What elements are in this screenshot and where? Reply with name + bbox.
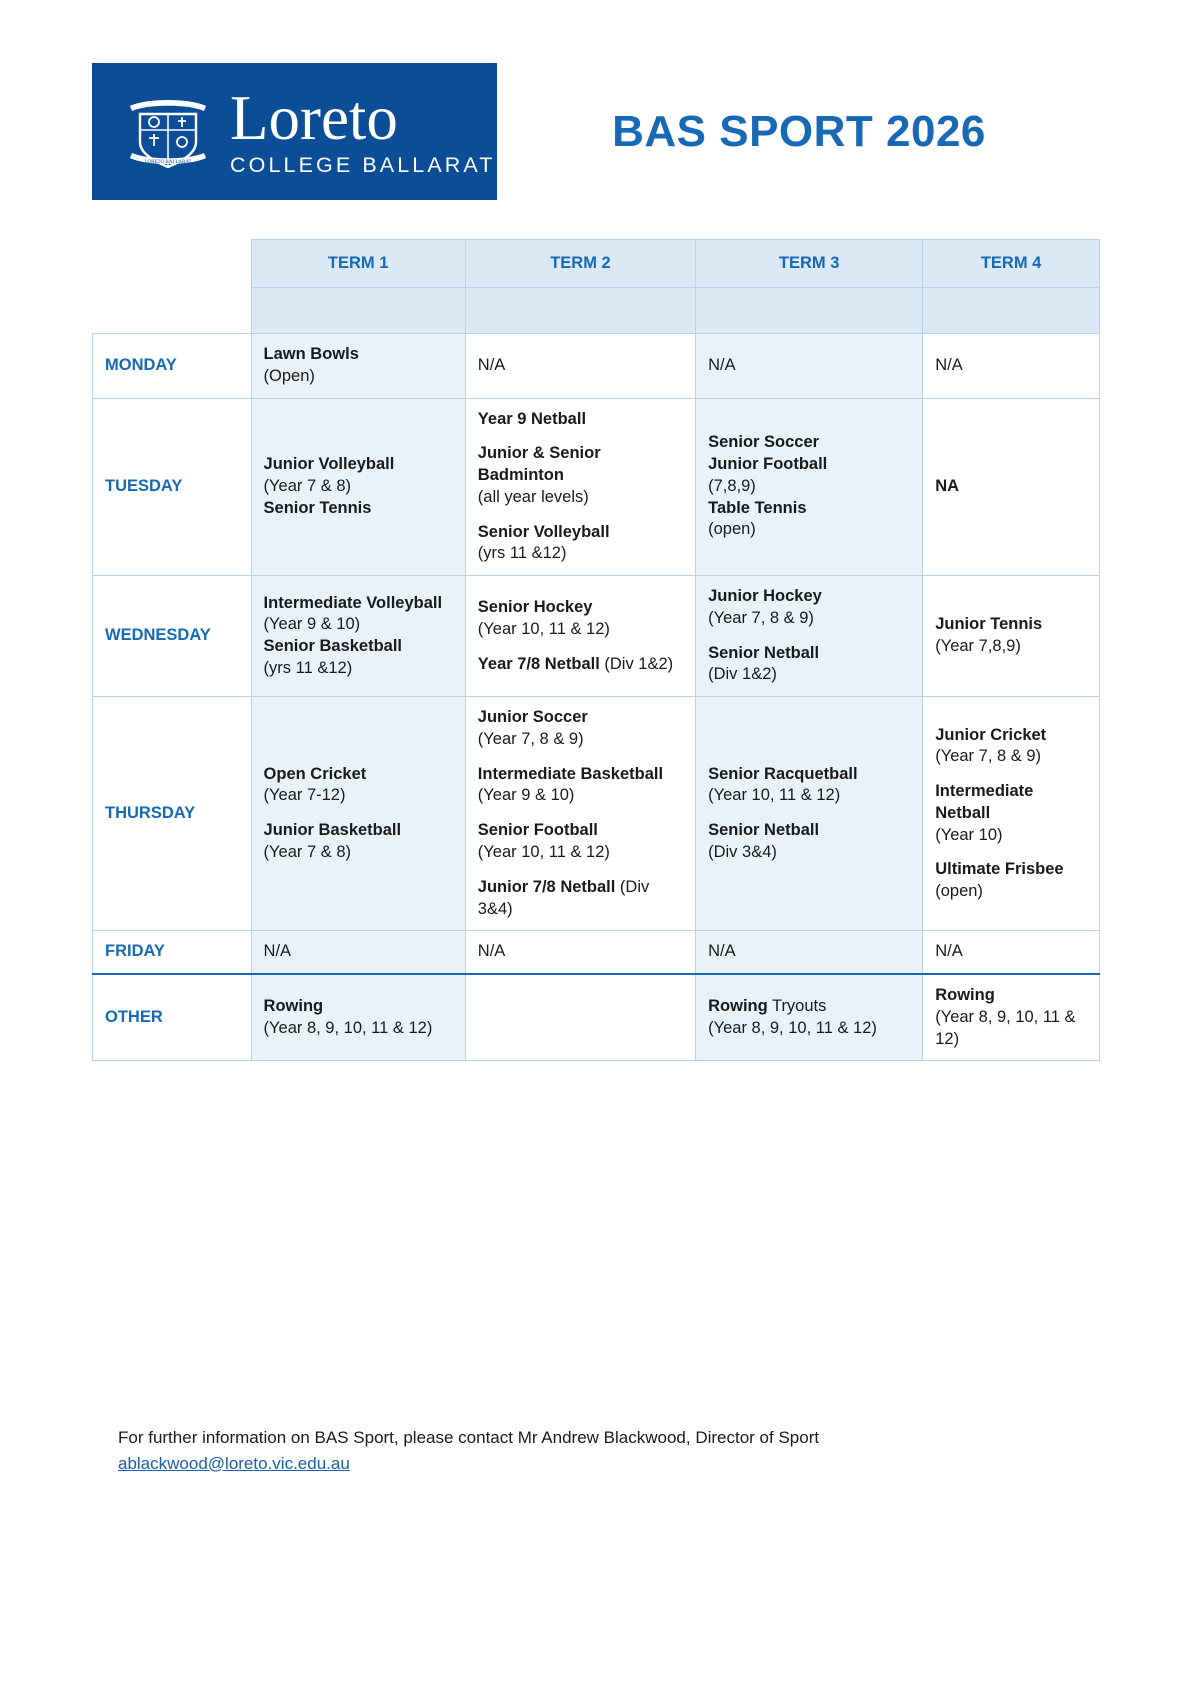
column-header-term-3: TERM 3 (696, 240, 923, 288)
table-body (93, 288, 1100, 1061)
cell-line: Senior Netball (708, 643, 820, 662)
cell-friday-term-1 (251, 931, 465, 974)
cell-line: Senior Soccer (708, 433, 820, 452)
cell-line-normal: (Div 3&4) (477, 877, 650, 918)
cell-line: Junior Basketball (263, 821, 402, 840)
table-row (93, 576, 1100, 697)
table-row (93, 931, 1100, 974)
cell-line: Junior Football (708, 455, 828, 474)
cell-line-bold: Junior 7/8 Netball (477, 877, 616, 896)
cell-line: Rowing (935, 986, 995, 1005)
cell-line: (yrs 11 &12) (263, 658, 353, 677)
cell-line: Junior & Senior Badminton (477, 444, 601, 485)
cell-tuesday-term-3 (696, 398, 923, 576)
line-gap (478, 864, 683, 877)
page-title: BAS SPORT 2026 (612, 106, 986, 156)
cell-line: Senior Volleyball (477, 522, 610, 541)
logo-wordmark: Loreto (230, 82, 398, 153)
cell-line: (Year 7, 8 & 9) (935, 747, 1042, 766)
cell-other-term-2 (465, 974, 695, 1061)
cell-line: N/A (935, 942, 963, 961)
row-header-monday: MONDAY (93, 334, 252, 399)
cell-line: (all year levels) (477, 487, 589, 506)
cell-line-bold: Rowing (708, 996, 768, 1015)
spacer-blank-cell (93, 288, 252, 334)
cell-line: (Year 7,8,9) (935, 637, 1021, 656)
cell-line-bold: Year 7/8 Netball (477, 654, 600, 673)
cell-line: (Year 7, 8 & 9) (708, 608, 814, 627)
row-header-other: OTHER (93, 974, 252, 1061)
line-gap (478, 430, 683, 443)
line-gap (935, 768, 1087, 781)
cell-line: (open) (935, 882, 983, 901)
contact-email-link[interactable]: ablackwood@loreto.vic.edu.au (118, 1453, 350, 1473)
cell-friday-term-2 (465, 931, 695, 974)
logo-subtitle: COLLEGE BALLARAT (230, 152, 496, 177)
line-gap (478, 641, 683, 654)
cell-line: Junior Cricket (935, 725, 1047, 744)
cell-line: Ultimate Frisbee (935, 860, 1064, 879)
cell-line: N/A (935, 355, 963, 374)
table-header-row (93, 240, 1100, 288)
cell-line: (yrs 11 &12) (477, 544, 567, 563)
document-header (92, 63, 1101, 200)
cell-line: Year 9 Netball (477, 409, 587, 428)
cell-line: Senior Football (477, 821, 598, 840)
cell-line: N/A (477, 942, 506, 961)
column-header-term-4: TERM 4 (923, 240, 1100, 288)
cell-line: (Div 1&2) (708, 665, 777, 684)
cell-line: Rowing (263, 996, 324, 1015)
cell-line: (7,8,9) (708, 476, 756, 495)
cell-line: (Year 8, 9, 10, 11 & 12) (263, 1018, 433, 1037)
cell-line: (Year 10, 11 & 12) (477, 619, 610, 638)
cell-line (478, 877, 683, 921)
cell-line-normal: Tryouts (767, 996, 827, 1015)
cell-thursday-term-4 (923, 697, 1100, 931)
cell-line: Senior Basketball (263, 637, 403, 656)
cell-line: N/A (708, 355, 736, 374)
cell-line: Junior Hockey (708, 587, 822, 606)
column-header-term-1: TERM 1 (251, 240, 465, 288)
cell-line: (Year 8, 9, 10, 11 & 12) (708, 1018, 877, 1037)
spacer-cell (465, 288, 695, 334)
cell-line: Intermediate Netball (935, 782, 1034, 822)
cell-tuesday-term-4 (923, 398, 1100, 576)
column-header-term-2: TERM 2 (465, 240, 695, 288)
school-crest-icon (116, 84, 220, 180)
svg-text:LORETO BALLARAT: LORETO BALLARAT (144, 159, 192, 165)
cell-other-term-3 (696, 974, 923, 1061)
cell-line: (Year 7 & 8) (263, 843, 351, 862)
line-gap (478, 807, 683, 820)
cell-line-normal: (Div 1&2) (599, 654, 674, 673)
cell-line: (Year 10) (935, 825, 1003, 844)
cell-thursday-term-3 (696, 697, 923, 931)
cell-thursday-term-1 (251, 697, 465, 931)
cell-line: N/A (263, 942, 292, 961)
cell-line: (Year 9 & 10) (477, 786, 575, 805)
line-gap (935, 846, 1087, 859)
cell-line: Open Cricket (263, 764, 367, 783)
cell-line: Intermediate Volleyball (263, 593, 443, 612)
sport-schedule-table (92, 239, 1100, 1061)
school-logo (92, 63, 497, 200)
cell-line: N/A (477, 355, 506, 374)
cell-line: Senior Netball (708, 821, 820, 840)
cell-line: Senior Racquetball (708, 764, 858, 783)
cell-line: (Year 7, 8 & 9) (477, 729, 584, 748)
line-gap (478, 509, 683, 522)
cell-line: N/A (708, 942, 736, 961)
cell-line: (Div 3&4) (708, 843, 777, 862)
cell-line (478, 654, 683, 676)
row-header-thursday: THURSDAY (93, 697, 252, 931)
cell-wednesday-term-3 (696, 576, 923, 697)
cell-monday-term-4 (923, 334, 1100, 399)
corner-cell (93, 240, 252, 288)
spacer-cell (696, 288, 923, 334)
spacer-cell (923, 288, 1100, 334)
spacer-cell (251, 288, 465, 334)
cell-line: Table Tennis (708, 498, 807, 517)
cell-line: Junior Tennis (935, 615, 1043, 634)
line-gap (708, 807, 910, 820)
row-header-wednesday: WEDNESDAY (93, 576, 252, 697)
cell-wednesday-term-1 (251, 576, 465, 697)
cell-line: NA (935, 476, 960, 495)
cell-friday-term-3 (696, 931, 923, 974)
table-row (93, 334, 1100, 399)
cell-line: (Year 7-12) (263, 786, 346, 805)
cell-tuesday-term-1 (251, 398, 465, 576)
row-header-friday: FRIDAY (93, 931, 252, 974)
cell-line: Junior Soccer (477, 708, 588, 727)
cell-line: (Open) (263, 366, 315, 385)
table-row (93, 697, 1100, 931)
cell-friday-term-4 (923, 931, 1100, 974)
table-spacer-row (93, 288, 1100, 334)
cell-tuesday-term-2 (465, 398, 695, 576)
line-gap (478, 751, 683, 764)
footer-text: For further information on BAS Sport, please contact Mr Andrew Blackwood, Director of Sport (118, 1428, 820, 1447)
cell-line: Junior Volleyball (263, 455, 395, 474)
line-gap (264, 807, 453, 820)
cell-monday-term-3 (696, 334, 923, 399)
cell-line: (open) (708, 520, 756, 539)
cell-line (708, 996, 910, 1018)
cell-monday-term-1 (251, 334, 465, 399)
cell-thursday-term-2 (465, 697, 695, 931)
cell-wednesday-term-4 (923, 576, 1100, 697)
cell-line: Senior Hockey (477, 598, 593, 616)
cell-monday-term-2 (465, 334, 695, 399)
cell-line: (Year 7 & 8) (263, 476, 351, 495)
row-header-tuesday: TUESDAY (93, 398, 252, 576)
cell-line: (Year 8, 9, 10, 11 & 12) (935, 1007, 1076, 1048)
table-row (93, 398, 1100, 576)
cell-other-term-1 (251, 974, 465, 1061)
svg-text:OMNIA OMNIBUS: OMNIA OMNIBUS (145, 105, 191, 112)
cell-line: (Year 10, 11 & 12) (708, 786, 841, 805)
line-gap (708, 630, 910, 643)
footer-contact (118, 1425, 1068, 1476)
cell-line: Lawn Bowls (263, 345, 359, 363)
cell-wednesday-term-2 (465, 576, 695, 697)
cell-other-term-4 (923, 974, 1100, 1061)
cell-line: Senior Tennis (263, 498, 372, 517)
cell-line: Intermediate Basketball (477, 764, 664, 783)
cell-line: (Year 10, 11 & 12) (477, 843, 610, 862)
table-row (93, 974, 1100, 1061)
cell-line: (Year 9 & 10) (263, 615, 361, 634)
